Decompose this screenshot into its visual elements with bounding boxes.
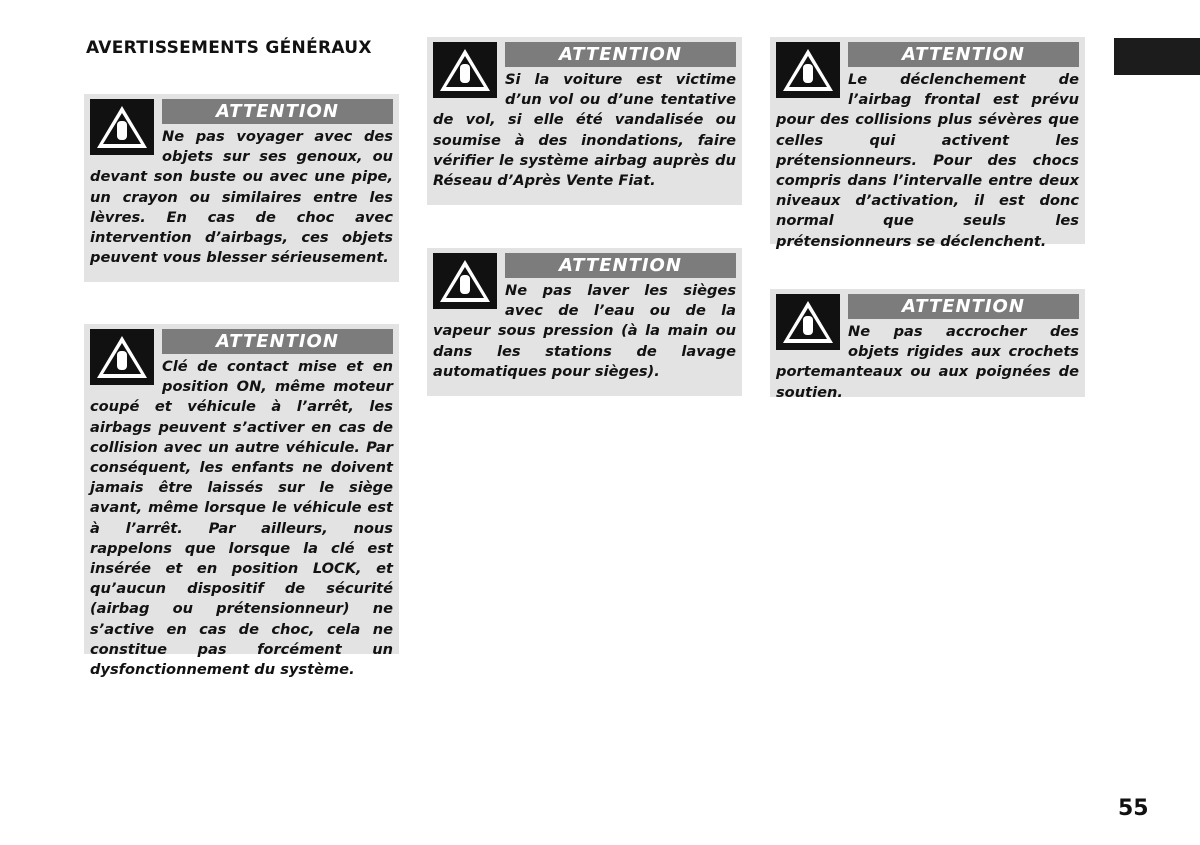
warning-triangle-icon [776, 42, 840, 98]
warning-text: Ne pas accrocher des objets rigides aux crochets portemanteaux ou aux poignées de soutien. [776, 323, 1079, 401]
chapter-tab-marker [1114, 38, 1200, 75]
warning-triangle-icon [433, 42, 497, 98]
warning-box-3 [427, 37, 742, 205]
warning-triangle-icon [90, 329, 154, 385]
warning-header: ATTENTION [505, 42, 736, 67]
warning-box-6 [770, 289, 1085, 401]
warning-triangle-icon [433, 253, 497, 309]
section-title: AVERTISSEMENTS GÉNÉRAUX [86, 38, 372, 58]
warning-text: Le déclenchement de l’airbag frontal est prévu pour des collisions plus sévères que celles qui activent les prétensionneurs. Pour des chocs compris dans l’intervalle entre deux niveaux d’activation, il est donc normal que seuls les prétensionneurs se déclenchent. [776, 71, 1079, 250]
warning-header: ATTENTION [848, 294, 1079, 319]
warning-text: Clé de contact mise et en position ON, même moteur coupé et véhicule à l’arrêt, les airbags peuvent s’activer en cas de collision avec un autre véhicule. Par conséquent, les enfants ne doivent jamais être laissés sur le siège avant, même lorsque le véhicule est à l’arrêt. Par ailleurs, nous rappelons que lorsque la clé est insérée et en position LOCK, et qu’aucun dispositif de sécurité (airbag ou prétensionneur) ne s’active en cas de choc, cela ne constitue pas forcément un dysfonctionnement du système. [90, 358, 393, 679]
warning-triangle-icon [776, 294, 840, 350]
warning-text: Ne pas voyager avec des objets sur ses genoux, ou devant son buste ou avec une pipe, un crayon ou similaires entre les lèvres. En cas de choc avec intervention d’airbags, ces objets peuvent vous blesser sérieusement. [90, 128, 393, 267]
warning-box-4 [427, 248, 742, 396]
warning-box-1 [84, 94, 399, 282]
warning-header: ATTENTION [162, 99, 393, 124]
warning-text: Si la voiture est victime d’un vol ou d’une tentative de vol, si elle été vandalisée ou soumise à des inondations, faire vérifier le système airbag auprès du Réseau d’Après Vente Fiat. [433, 71, 736, 190]
warning-header: ATTENTION [505, 253, 736, 278]
warning-box-2 [84, 324, 399, 679]
warning-text: Ne pas laver les sièges avec de l’eau ou de la vapeur sous pression (à la main ou dans les stations de lavage automatiques pour sièges). [433, 282, 736, 380]
warning-header: ATTENTION [162, 329, 393, 354]
page-number: 55 [1118, 796, 1149, 821]
warning-triangle-icon [90, 99, 154, 155]
warning-header: ATTENTION [848, 42, 1079, 67]
warning-box-5 [770, 37, 1085, 250]
